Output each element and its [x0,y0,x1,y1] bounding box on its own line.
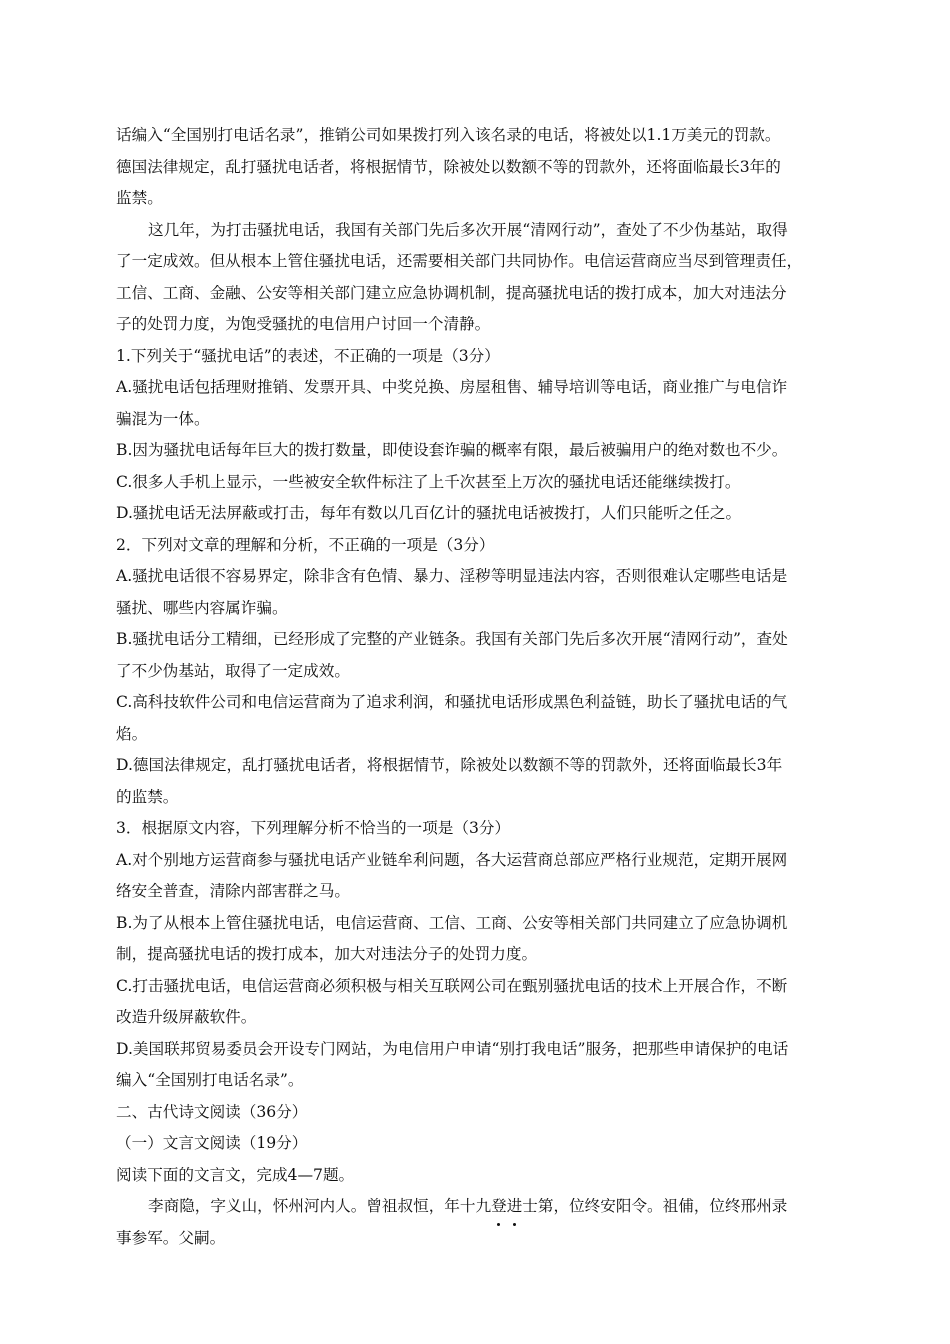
text-line: 了不少伪基站，取得了一定成效。 [116,661,350,680]
question-3-option-c: C.打击骚扰电话，电信运营商必须积极与相关互联网公司在甄别骚扰电话的技术上开展合作，不断 [116,976,788,995]
question-3-stem: 3．根据原文内容，下列理解分析不恰当的一项是（3分） [116,819,511,837]
classical-passage-line [116,1191,836,1223]
question-1-option-b: B.因为骚扰电话每年巨大的拨打数量，即使设套诈骗的概率有限，最后被骗用户的绝对数也不少。 [116,441,788,459]
passage-text: 士第，位终安阳令。祖俌，位终邢州录 [522,1197,788,1215]
classical-passage-line: 事参军。父嗣。 [116,1228,226,1247]
question-1-option-c: C.很多人手机上显示，一些被安全软件标注了上千次甚至上万次的骚扰电话还能继续拨打。 [116,472,741,491]
passage-text: 李商隐，字义山，怀州河内人。曾祖叔恒，年十九 [148,1197,492,1215]
text-line: 络安全普查，清除内部害群之马。 [116,882,350,900]
text-line: 编入“全国别打电话名录”。 [116,1071,304,1089]
text-line: 子的处罚力度，为饱受骚扰的电信用户讨回一个清静。 [116,315,491,333]
text-line: 的监禁。 [116,787,179,806]
text-line: 骚扰、哪些内容属诈骗。 [116,598,288,617]
text-line: 德国法律规定，乱打骚扰电话者，将根据情节，除被处以数额不等的罚款外，还将面临最长3年的 [116,157,781,176]
text-line: 话编入“全国别打电话名录”，推销公司如果拨打列入该名录的电话，将被处以1.1万美元的罚款。 [116,126,781,144]
question-1-option-d: D.骚扰电话无法屏蔽或打击，每年有数以几百亿计的骚扰电话被拨打，人们只能听之任之。 [116,504,742,522]
section-heading: 二、古代诗文阅读（36分） [116,1102,308,1121]
question-2-stem: 2．下列对文章的理解和分析，不正确的一项是（3分） [116,535,495,554]
question-1-option-a: A.骚扰电话包括理财推销、发票开具、中奖兑换、房屋租售、辅导培训等电话，商业推广与电信诈 [116,378,788,396]
emphasis-dot-char: 登 [491,1191,507,1223]
question-3-option-d: D.美国联邦贸易委员会开设专门网站，为电信用户申请“别打我电话”服务，把那些申请保护的电话 [116,1039,789,1058]
text-line: 监禁。 [116,189,163,207]
text-line: 焰。 [116,724,148,743]
question-2-option-c: C.高科技软件公司和电信运营商为了追求利润，和骚扰电话形成黑色利益链，助长了骚扰电话的气 [116,693,788,711]
subsection-heading: （一）文言文阅读（19分） [116,1134,308,1152]
text-line: 改造升级屏蔽软件。 [116,1008,257,1026]
paragraph-start: 这几年，为打击骚扰电话，我国有关部门先后多次开展“清网行动”，查处了不少伪基站，取得 [148,220,788,239]
text-line: 骗混为一体。 [116,409,210,428]
question-3-option-b: B.为了从根本上管住骚扰电话，电信运营商、工信、工商、公安等相关部门共同建立了应急协调机 [116,913,788,932]
question-2-option-a: A.骚扰电话很不容易界定，除非含有色情、暴力、淫秽等明显违法内容，否则很难认定哪些电话是 [116,567,788,585]
text-line: 工信、工商、金融、公安等相关部门建立应急协调机制，提高骚扰电话的拨打成本，加大对违法分 [116,283,787,302]
question-2-option-b: B.骚扰电话分工精细，已经形成了完整的产业链条。我国有关部门先后多次开展“清网行动”，查处 [116,630,788,648]
text-line: 了一定成效。但从根本上管住骚扰电话，还需要相关部门共同协作。电信运营商应当尽到管理责任， [116,252,803,270]
document-page [116,120,836,1254]
question-3-option-a: A.对个别地方运营商参与骚扰电话产业链牟利问题，各大运营商总部应严格行业规范，定期开展网 [116,850,788,869]
instruction-text: 阅读下面的文言文，完成4—7题。 [116,1165,355,1184]
question-1-stem: 1.下列关于“骚扰电话”的表述，不正确的一项是（3分） [116,346,500,365]
text-line: 制，提高骚扰电话的拨打成本，加大对违法分子的处罚力度。 [116,945,538,963]
emphasis-dot-char: 进 [507,1191,523,1223]
question-2-option-d: D.德国法律规定，乱打骚扰电话者，将根据情节，除被处以数额不等的罚款外，还将面临最长3年 [116,756,783,774]
